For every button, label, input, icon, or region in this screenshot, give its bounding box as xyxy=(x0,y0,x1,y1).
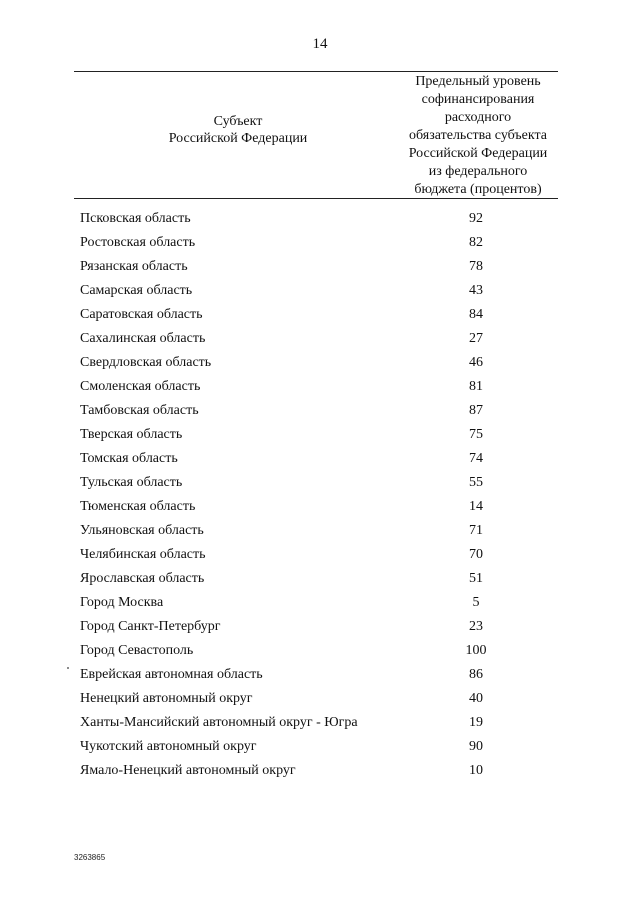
table-row xyxy=(0,523,640,547)
table-row xyxy=(0,667,640,691)
subject-name: Тверская область xyxy=(80,427,183,442)
cofinancing-level: 19 xyxy=(469,715,483,730)
document-id: 3263865 xyxy=(74,853,106,862)
cofinancing-level: 51 xyxy=(469,571,483,586)
table-row xyxy=(0,211,640,235)
table-row xyxy=(0,571,640,595)
margin-dot xyxy=(67,667,69,669)
subject-name: Ульяновская область xyxy=(80,523,204,538)
table-row xyxy=(0,427,640,451)
cofinancing-level: 100 xyxy=(465,643,487,658)
table-row xyxy=(0,235,640,259)
subject-name: Самарская область xyxy=(80,283,193,298)
table-row xyxy=(0,715,640,739)
subject-name: Ростовская область xyxy=(80,235,196,250)
table-row xyxy=(0,307,640,331)
subject-name: Тамбовская область xyxy=(80,403,199,418)
table-row xyxy=(0,763,640,787)
cofinancing-level: 14 xyxy=(469,499,483,514)
table-header-rule xyxy=(74,198,558,199)
subject-name: Ханты-Мансийский автономный округ - Югра xyxy=(80,715,358,730)
level-column-header xyxy=(394,73,562,199)
table-row xyxy=(0,739,640,763)
subject-name: Город Севастополь xyxy=(80,643,194,658)
subject-name: Тульская область xyxy=(80,475,183,490)
subject-name: Псковская область xyxy=(80,211,191,226)
table-row xyxy=(0,691,640,715)
table-row xyxy=(0,619,640,643)
table-row xyxy=(0,283,640,307)
cofinancing-level: 81 xyxy=(469,379,483,394)
table-row xyxy=(0,355,640,379)
level-header-line: софинансирования xyxy=(421,92,535,107)
subject-name: Сахалинская область xyxy=(80,331,206,346)
subject-name: Тюменская область xyxy=(80,499,196,514)
cofinancing-level: 86 xyxy=(469,667,483,682)
subject-name: Смоленская область xyxy=(80,379,201,394)
cofinancing-level: 40 xyxy=(469,691,483,706)
level-header-line: Предельный уровень xyxy=(415,74,541,89)
subject-name: Свердловская область xyxy=(80,355,212,370)
cofinancing-level: 74 xyxy=(469,451,483,466)
level-header-line: Российской Федерации xyxy=(408,146,548,161)
table-row xyxy=(0,331,640,355)
cofinancing-level: 90 xyxy=(469,739,483,754)
table-row xyxy=(0,547,640,571)
subject-name: Ямало-Ненецкий автономный округ xyxy=(80,763,296,778)
cofinancing-level: 82 xyxy=(469,235,483,250)
cofinancing-level: 71 xyxy=(469,523,483,538)
level-header-line: обязательства субъекта xyxy=(409,128,547,143)
subject-name: Рязанская область xyxy=(80,259,188,274)
level-header-line: из федерального xyxy=(428,164,528,179)
table-row xyxy=(0,379,640,403)
cofinancing-level: 23 xyxy=(469,619,483,634)
cofinancing-level: 87 xyxy=(469,403,483,418)
subject-name: Город Санкт-Петербург xyxy=(80,619,221,634)
table-row xyxy=(0,259,640,283)
subject-name: Еврейская автономная область xyxy=(80,667,263,682)
cofinancing-level: 78 xyxy=(469,259,483,274)
table-row xyxy=(0,643,640,667)
subject-column-header xyxy=(108,113,368,147)
subject-name: Город Москва xyxy=(80,595,164,610)
cofinancing-level: 46 xyxy=(469,355,483,370)
level-header-line: расходного xyxy=(444,110,512,125)
table-row xyxy=(0,475,640,499)
table-top-rule xyxy=(74,71,558,72)
level-header-line: бюджета (процентов) xyxy=(414,182,542,197)
subject-name: Челябинская область xyxy=(80,547,206,562)
subject-name: Саратовская область xyxy=(80,307,203,322)
cofinancing-level: 84 xyxy=(469,307,483,322)
table-row xyxy=(0,451,640,475)
cofinancing-level: 55 xyxy=(469,475,483,490)
subject-name: Ненецкий автономный округ xyxy=(80,691,253,706)
subject-name: Томская область xyxy=(80,451,178,466)
subject-name: Ярославская область xyxy=(80,571,205,586)
subject-header-line: Российской Федерации xyxy=(168,131,308,146)
cofinancing-level: 92 xyxy=(469,211,483,226)
cofinancing-level: 75 xyxy=(469,427,483,442)
subject-name: Чукотский автономный округ xyxy=(80,739,257,754)
cofinancing-level: 43 xyxy=(469,283,483,298)
cofinancing-level: 27 xyxy=(469,331,483,346)
table-row xyxy=(0,499,640,523)
page-number: 14 xyxy=(312,36,328,52)
cofinancing-level: 10 xyxy=(469,763,483,778)
cofinancing-level: 70 xyxy=(469,547,483,562)
cofinancing-level: 5 xyxy=(472,595,480,610)
subject-header-line: Субъект xyxy=(213,114,263,129)
table-body xyxy=(0,211,640,787)
table-row xyxy=(0,595,640,619)
table-row xyxy=(0,403,640,427)
